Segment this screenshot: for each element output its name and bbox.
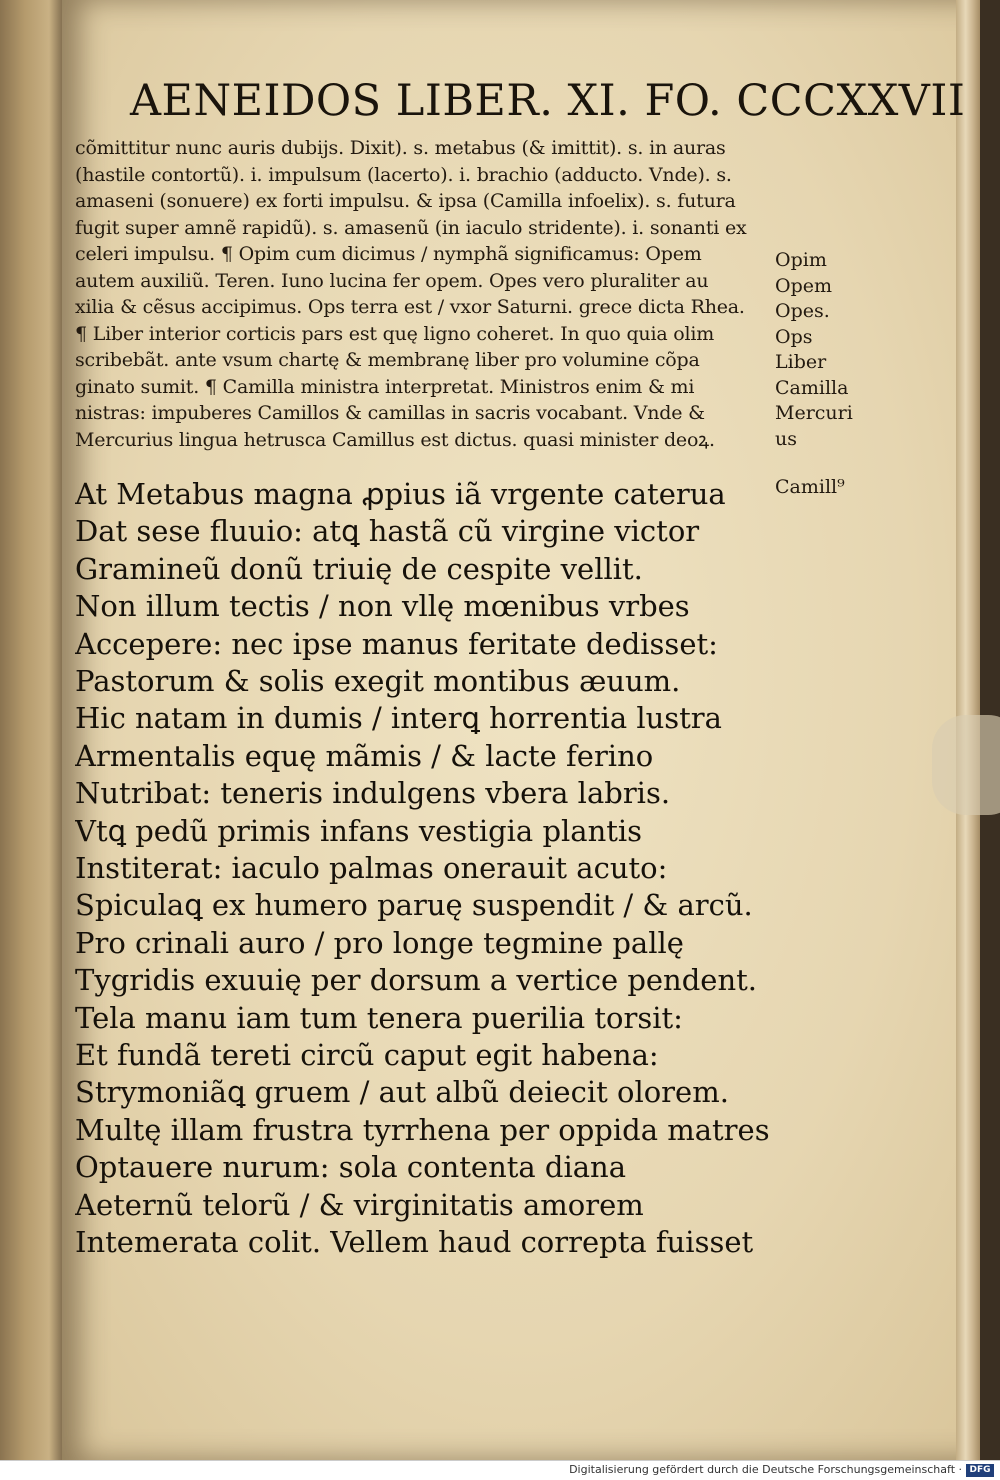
marginal-note: Opim [775,249,827,271]
verse-line: Optauere nurum: sola contenta diana [75,1150,626,1185]
footer-bar [0,1460,1000,1480]
commentary-line: ginato sumit. ¶ Camilla ministra interpretat. Ministros enim & mi [75,375,695,398]
commentary-line: celeri impulsu. ¶ Opim cum dicimus / nymphã significamus: Opem [75,243,702,265]
verse-line: Dat sese fluuio: atꝗ hastã cũ virgine victor [75,514,700,549]
commentary-line: ¶ Liber interior corticis pars est quę ligno coheret. In quo quia olim [75,322,715,345]
commentary-line: Mercurius lingua hetrusca Camillus est dictus. quasi minister deoꝝ. [75,428,715,451]
commentary-line: autem auxiliũ. Teren. Iuno lucina fer opem. Opes vero pluraliter au [75,269,709,292]
verse-line: Aeternũ telorũ / & virginitatis amorem [75,1187,644,1222]
commentary-line: nistras: impuberes Camillos & camillas in sacris vocabant. Vnde & [75,402,705,424]
verse-line: Nutribat: teneris indulgens vbera labris. [75,776,671,811]
verse-line: Accepere: nec ipse manus feritate dedisset: [75,626,718,661]
marginal-note: us [775,427,797,450]
commentary-line: (hastile contortũ). i. impulsum (lacerto). i. brachio (adducto. Vnde). s. [75,163,732,186]
dfg-logo: DFG [966,1464,994,1477]
verse-line: Hic natam in dumis / interꝗ horrentia lustra [75,701,722,736]
verse-line: Non illum tectis / non vllę mœnibus vrbes [75,589,690,624]
verse-line: Intemerata colit. Vellem haud correpta fuisset [75,1225,754,1259]
verse-line: Institerat: iaculo palmas onerauit acuto: [75,851,668,885]
commentary-line: fugit super amnẽ rapidũ). s. amasenũ (in iaculo stridente). i. sonanti ex [75,216,747,239]
verse-line: Tygridis exuuię per dorsum a vertice pendent. [75,963,758,998]
verse-line: At Metabus magna ꝓpius iã vrgente caterua [75,477,726,511]
previous-page-edge [0,0,70,1460]
verse-line: Strymoniãꝗ gruem / aut albũ deiecit olorem. [75,1075,729,1110]
verse-line: Pro crinali auro / pro longe tegmine pallę [75,925,684,960]
verse-line: Gramineũ donũ triuię de cespite vellit. [75,551,643,586]
verse-line: Armentalis equę mãmis / & lacte ferino [75,738,654,773]
verse-line: Vtꝗ pedũ primis infans vestigia plantis [75,813,643,848]
marginal-note: Camilla [775,376,849,399]
commentary-line: cõmittitur nunc auris dubijs. Dixit). s. metabus (& imittit). s. in auras [75,137,726,159]
bookmark-ribbon [932,715,1000,815]
marginal-note: Ops [775,325,813,348]
marginal-note: Opem [775,274,832,297]
marginal-note: Liber [775,351,827,373]
marginal-note: Opes. [775,300,830,322]
commentary-line: xilia & cẽsus accipimus. Ops terra est / vxor Saturni. grece dicta Rhea. [75,296,745,318]
commentary-line: scribebãt. ante vsum chartę & membranę liber pro volumine cõpa [75,349,700,371]
verse-line: Spiculaꝗ ex humero paruę suspendit / & arcũ. [75,888,753,923]
funding-credit: Digitalisierung gefördert durch die Deutsche Forschungsgemeinschaft · [569,1463,962,1476]
verse-line: Tela manu iam tum tenera puerilia torsit: [75,1000,683,1035]
commentary-line: amaseni (sonuere) ex forti impulsu. & ipsa (Camilla infoelix). s. futura [75,190,736,212]
running-header: AENEIDOS LIBER. XI. FO. CCCXXVII [130,76,966,126]
verse-line: Pastorum & solis exegit montibus æuum. [75,664,681,698]
verse-line: Multę illam frustra tyrrhena per oppida matres [75,1112,770,1147]
marginal-note: Camill⁹ [775,475,845,498]
verse-line: Et fundã tereti circũ caput egit habena: [75,1038,659,1072]
marginal-note: Mercuri [775,402,853,424]
